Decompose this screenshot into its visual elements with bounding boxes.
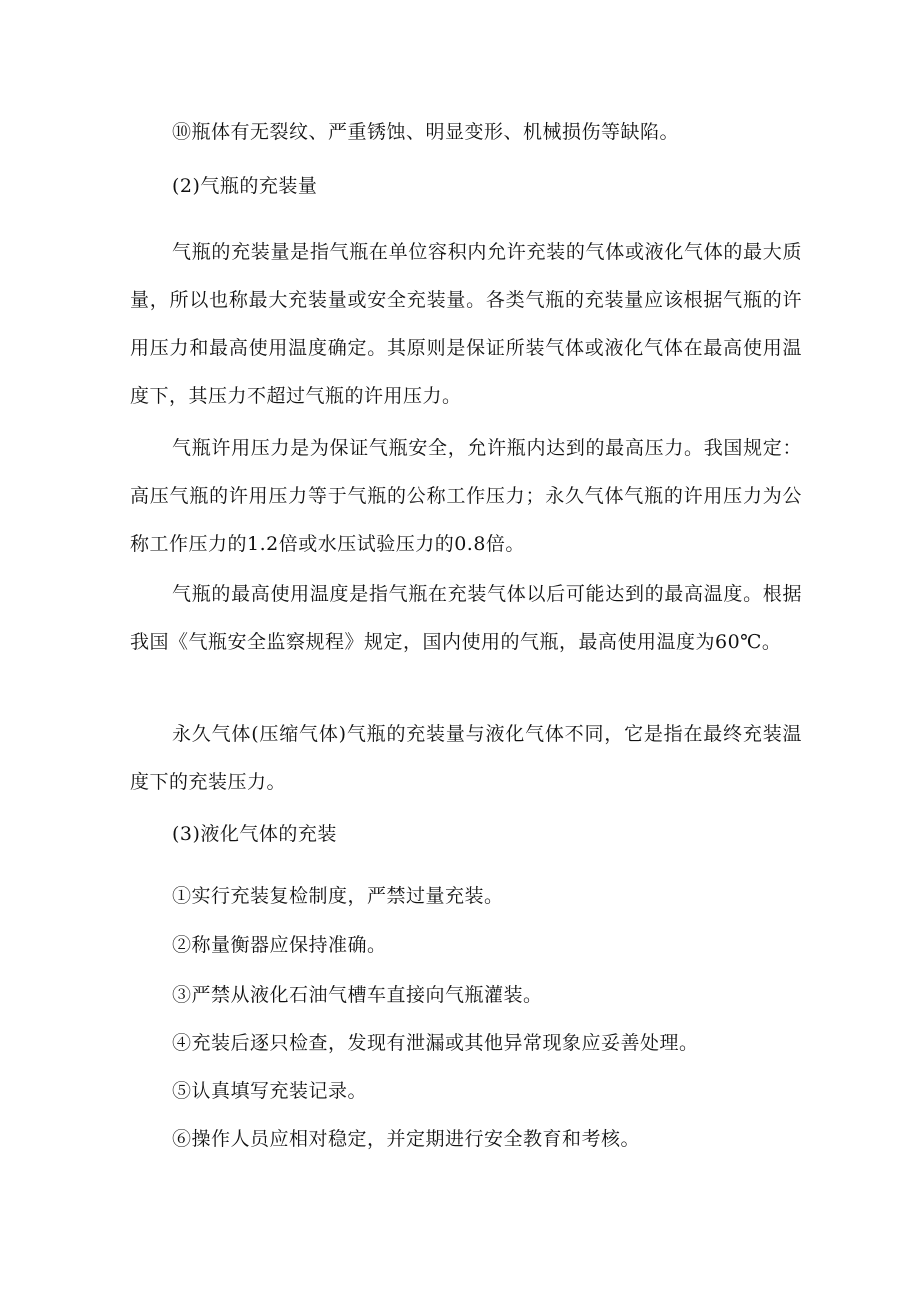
paragraph-filling-amount: 气瓶的充装量是指气瓶在单位容积内允许充装的气体或液化气体的最大质量，所以也称最大充装量或安全充装量。各类气瓶的充装量应该根据气瓶的许用压力和最高使用温度确定。其原则是保证所装气体或液化气体在最高使用温度下，其压力不超过气瓶的许用压力。 <box>130 241 802 407</box>
paragraph-permanent-gas: 永久气体(压缩气体)气瓶的充装量与液化气体不同，它是指在最终充装温度下的充装压力。 <box>130 723 802 793</box>
list-item: ⑥操作人员应相对稳定，并定期进行安全教育和考核。 <box>172 1128 641 1150</box>
section-heading-2: (2)气瓶的充装量 <box>172 175 318 197</box>
list-item: ①实行充装复检制度，严禁过量充装。 <box>172 885 504 907</box>
list-item: ③严禁从液化石油气槽车直接向气瓶灌装。 <box>172 984 543 1006</box>
list-item: ②称量衡器应保持准确。 <box>172 934 387 956</box>
list-item: ⑤认真填写充装记录。 <box>172 1080 368 1102</box>
list-item: ④充装后逐只检查，发现有泄漏或其他异常现象应妥善处理。 <box>172 1032 699 1054</box>
section-heading-3: (3)液化气体的充装 <box>172 823 337 845</box>
paragraph-max-temperature: 气瓶的最高使用温度是指气瓶在充装气体以后可能达到的最高温度。根据我国《气瓶安全监察规程》规定，国内使用的气瓶，最高使用温度为60℃。 <box>130 583 802 653</box>
paragraph-allowable-pressure: 气瓶许用压力是为保证气瓶安全，允许瓶内达到的最高压力。我国规定：高压气瓶的许用压力等于气瓶的公称工作压力；永久气体气瓶的许用压力为公称工作压力的1.2倍或水压试验压力的0.8倍。 <box>130 437 802 555</box>
list-item-10: ⑩瓶体有无裂纹、严重锈蚀、明显变形、机械损伤等缺陷。 <box>172 121 680 143</box>
